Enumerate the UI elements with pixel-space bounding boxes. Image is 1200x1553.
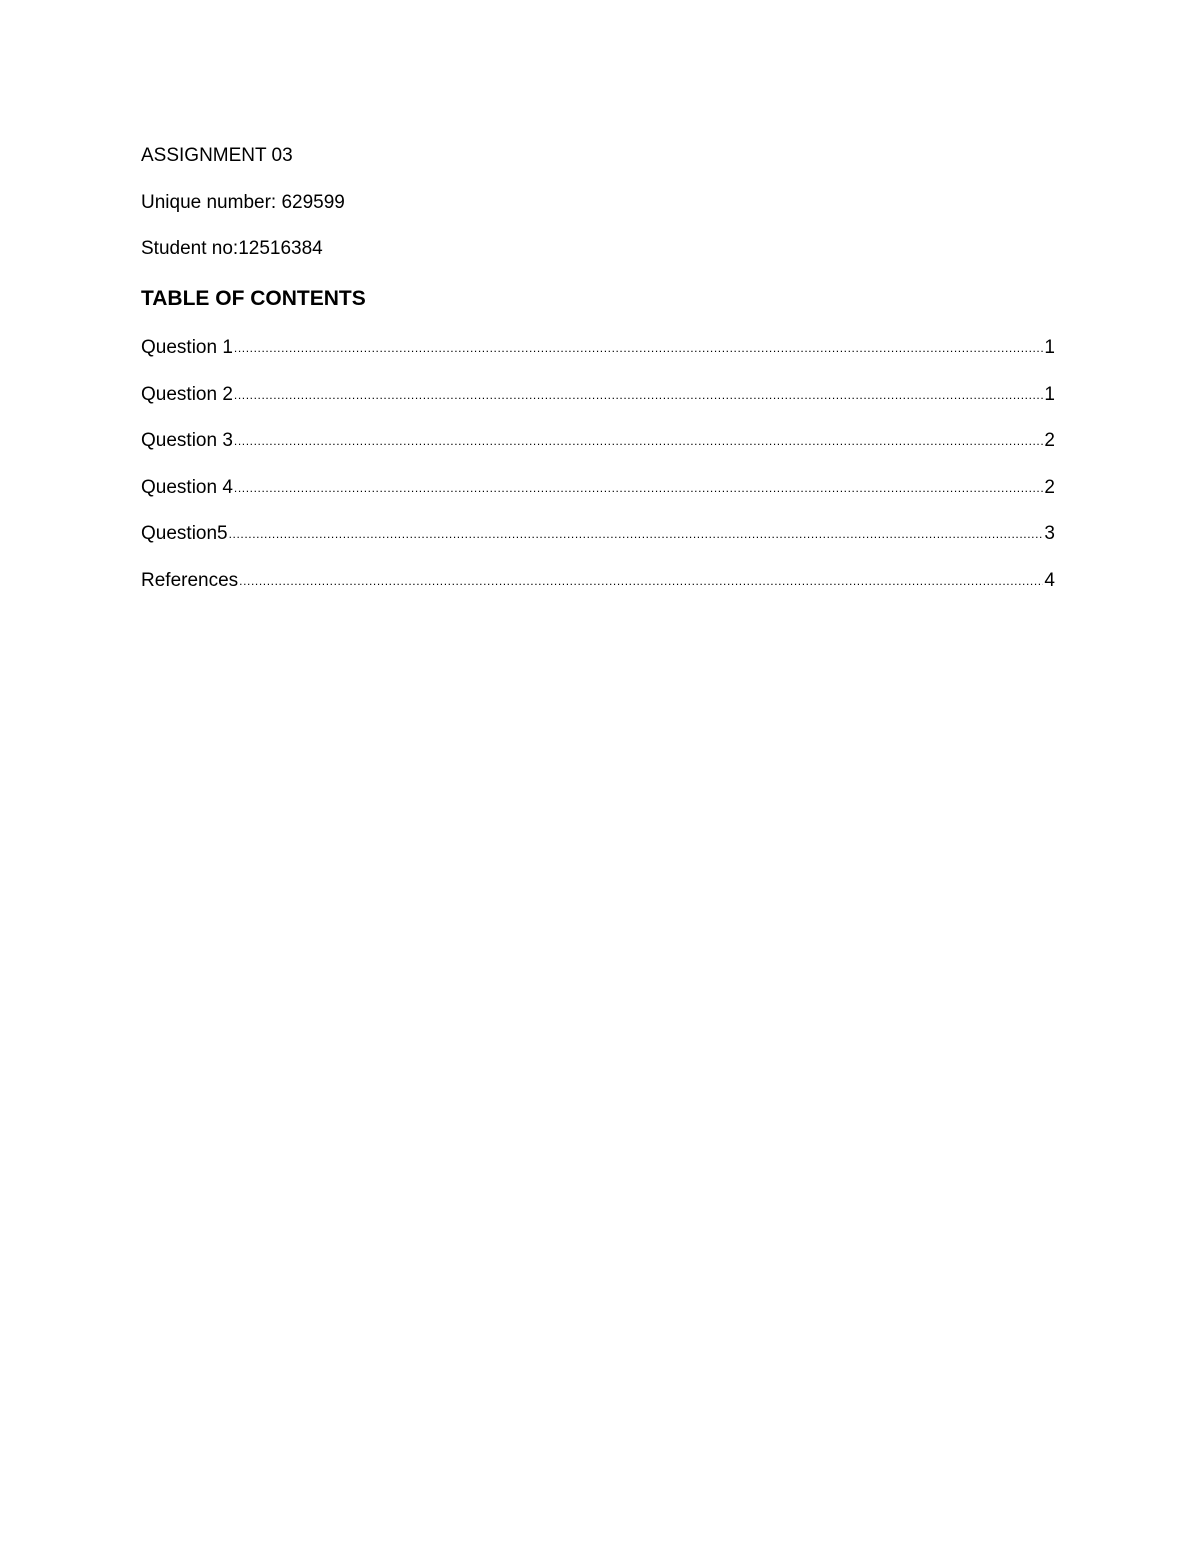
toc-entry-page: 4 bbox=[1044, 569, 1055, 591]
toc-entry-label: Question 1 bbox=[141, 337, 233, 358]
toc-dot-leader bbox=[234, 476, 1044, 500]
toc-entry-question-2 bbox=[141, 383, 1055, 430]
assignment-title: ASSIGNMENT 03 bbox=[141, 145, 293, 166]
toc-entry-label: Question5 bbox=[141, 523, 228, 544]
toc-dot-leader bbox=[229, 522, 1044, 546]
toc-entry-page: 1 bbox=[1044, 383, 1055, 405]
toc-entry-references bbox=[141, 569, 1055, 616]
toc-entry-page: 1 bbox=[1044, 337, 1055, 358]
toc-entry-label: Question 3 bbox=[141, 430, 233, 451]
toc-entry-question-1 bbox=[141, 336, 1055, 383]
student-number: Student no:12516384 bbox=[141, 238, 323, 259]
toc-heading: TABLE OF CONTENTS bbox=[141, 287, 366, 310]
unique-number: Unique number: 629599 bbox=[141, 192, 345, 213]
toc-dot-leader bbox=[234, 383, 1044, 407]
toc-entry-question-3 bbox=[141, 429, 1055, 476]
toc-entry-label: Question 4 bbox=[141, 476, 233, 498]
toc-entry-page: 3 bbox=[1044, 523, 1055, 544]
table-of-contents bbox=[141, 336, 1055, 615]
toc-entry-label: References bbox=[141, 569, 239, 591]
toc-entry-page: 2 bbox=[1044, 476, 1055, 498]
toc-entry-question-4 bbox=[141, 476, 1055, 523]
toc-entry-question-5 bbox=[141, 522, 1055, 569]
toc-entry-page: 2 bbox=[1044, 430, 1055, 451]
toc-dot-leader bbox=[239, 569, 1043, 593]
toc-dot-leader bbox=[234, 429, 1044, 453]
toc-dot-leader bbox=[234, 336, 1044, 360]
toc-entry-label: Question 2 bbox=[141, 383, 233, 405]
